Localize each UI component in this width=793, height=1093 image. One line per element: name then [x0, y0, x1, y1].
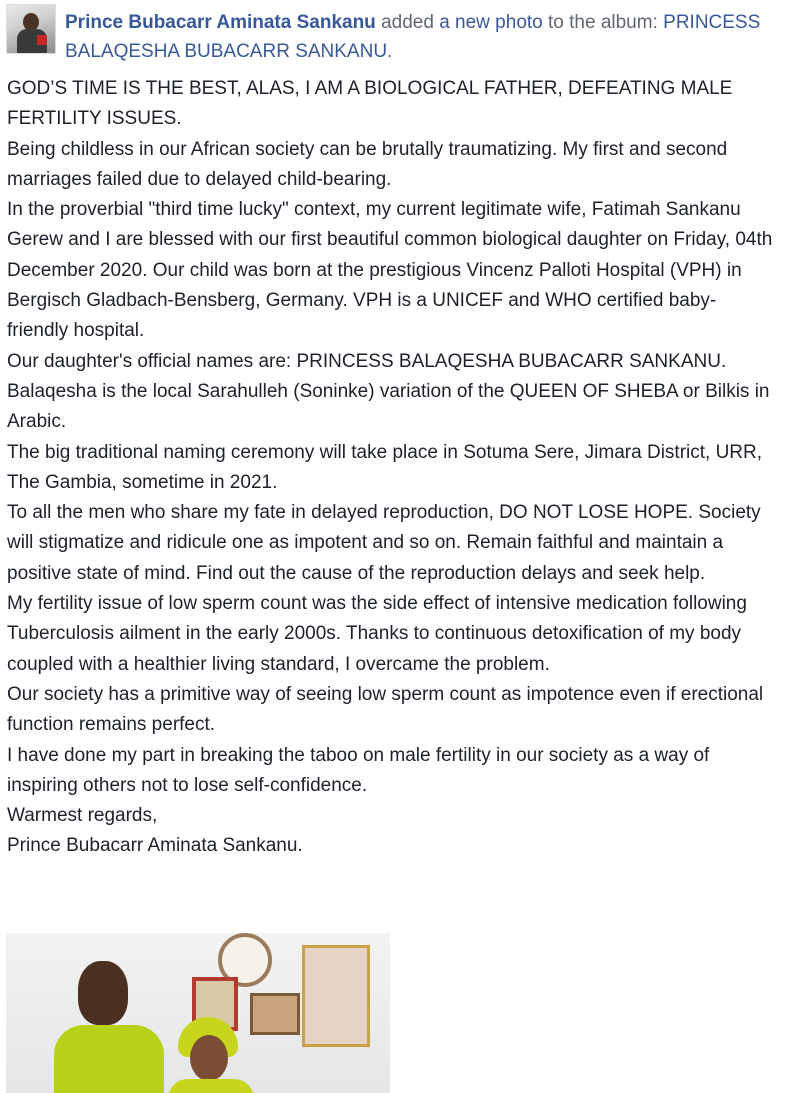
action-text: added	[381, 12, 434, 33]
headline-period: .	[387, 41, 393, 62]
post-paragraph: The big traditional naming ceremony will take place in Sotuma Sere, Jimara District, URR, The Gambia, sometime in 2021.	[7, 441, 763, 493]
post-header	[6, 4, 788, 64]
post-paragraph: In the proverbial "third time lucky" context, my current legitimate wife, Fatimah Sankanu Gerew and I are blessed with our first beautiful common biological daughter on Friday, 04th December 2020. Our child was born at the prestigious Vincenz Palloti Hospital (VPH) in Bergisch Gladbach-Bensberg, Germany. VPH is a UNICEF and WHO certified baby-friendly hospital.	[7, 199, 773, 342]
author-name-link[interactable]: Prince Bubacarr Aminata Sankanu	[65, 12, 376, 33]
post-photo[interactable]	[6, 933, 390, 1093]
action-middle-text: to the album:	[548, 12, 658, 33]
post-headline	[65, 8, 787, 66]
post-paragraph: Being childless in our African society can be brutally traumatizing. My first and second marriages failed due to delayed child-bearing.	[7, 138, 728, 190]
post-paragraph: Prince Bubacarr Aminata Sankanu.	[7, 835, 303, 857]
new-photo-link[interactable]: a new photo	[439, 12, 543, 33]
author-avatar[interactable]	[6, 4, 56, 54]
album-name-link[interactable]: PRINCESS BALAQESHA BUBACARR SANKANU	[65, 12, 761, 62]
post-body	[7, 74, 777, 862]
post-paragraph: To all the men who share my fate in delayed reproduction, DO NOT LOSE HOPE. Society will stigmatize and ridicule one as impotent and so on. Remain faithful and maintain a positive state of mind. Find out the cause of the reproduction delays and seek help.	[7, 502, 761, 584]
post-paragraph: I have done my part in breaking the taboo on male fertility in our society as a way of inspiring others not to lose self-confidence.	[7, 744, 710, 796]
post-paragraph: GOD’S TIME IS THE BEST, ALAS, I AM A BIOLOGICAL FATHER, DEFEATING MALE FERTILITY ISSUES.	[7, 78, 733, 130]
post-paragraph: Our society has a primitive way of seeing low sperm count as impotence even if erectional function remains perfect.	[7, 683, 764, 736]
post-paragraph: Our daughter's official names are: PRINCESS BALAQESHA BUBACARR SANKANU. Balaqesha is the local Sarahulleh (Soninke) variation of the QUEEN OF SHEBA or Bilkis in Arabic.	[7, 350, 770, 433]
post-paragraph: Warmest regards,	[7, 805, 158, 827]
post-paragraph: My fertility issue of low sperm count was the side effect of intensive medication following Tuberculosis ailment in the early 2000s. Thanks to continuous detoxification of my body coupled with a healthier living standard, I overcame the problem.	[7, 593, 747, 675]
